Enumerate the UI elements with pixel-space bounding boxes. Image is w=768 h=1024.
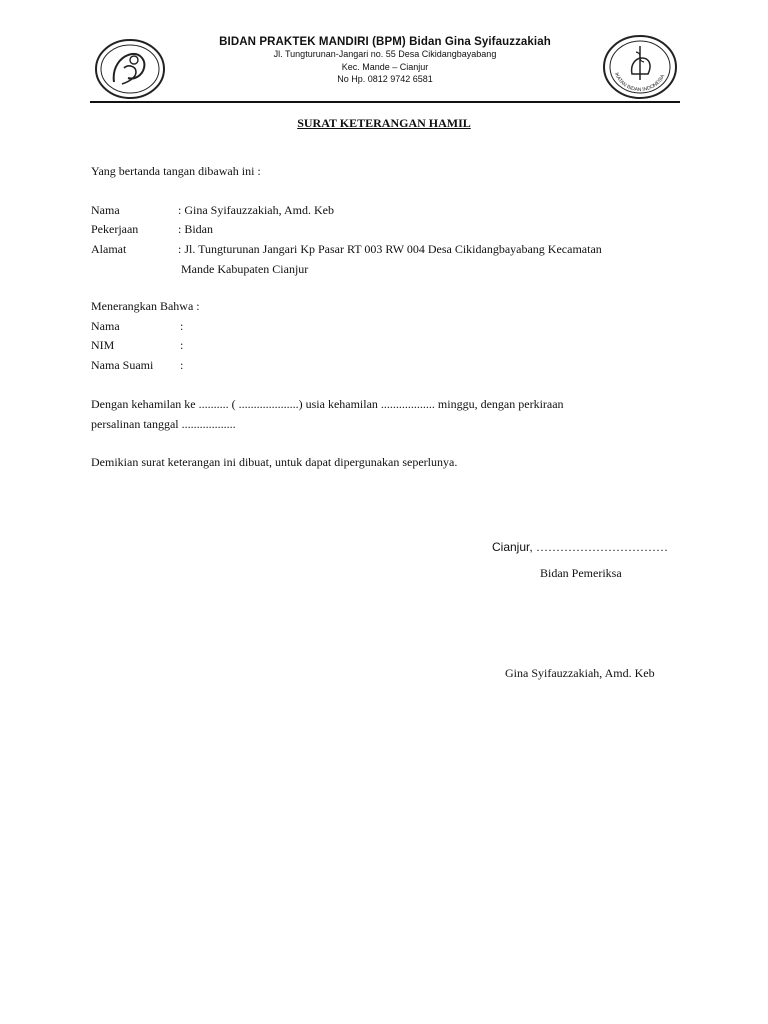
signer-name-label: Nama: [91, 203, 120, 217]
signer-job-value: : Bidan: [178, 222, 213, 236]
clinic-district: Kec. Mande – Cianjur: [341, 61, 429, 72]
clinic-address: Jl. Tungturunan-Jangari no. 55 Desa Cikidangbayabang: [273, 49, 497, 59]
letterhead: [90, 30, 680, 102]
signer-address-value: : Jl. Tungturunan Jangari Kp Pasar RT 003 RW 004 Desa Cikidangbayabang Kecamatan: [178, 242, 602, 256]
signer-name-value: : Gina Syifauzzakiah, Amd. Keb: [178, 203, 334, 217]
patient-husband-label: Nama Suami: [91, 358, 154, 372]
closing-text: Demikian surat keterangan ini dibuat, untuk dapat dipergunakan seperlunya.: [91, 455, 458, 469]
clinic-name: BIDAN PRAKTEK MANDIRI (BPM) Bidan Gina Syifauzzakiah: [219, 36, 551, 48]
signer-address-label: Alamat: [91, 242, 127, 256]
signature-date-dots: ……………………………: [536, 540, 669, 554]
pregnancy-details-line2: persalinan tanggal ..................: [91, 417, 236, 431]
signature-name: Gina Syifauzzakiah, Amd. Keb: [505, 666, 655, 680]
signature-role: Bidan Pemeriksa: [540, 566, 622, 580]
patient-husband-value: :: [180, 358, 184, 372]
ibi-emblem-text: IKATAN BIDAN INDONESIA: [612, 71, 667, 94]
clinic-phone: No Hp. 0812 9742 6581: [337, 74, 433, 84]
document-title: SURAT KETERANGAN HAMIL: [297, 116, 471, 130]
signature-place-date: [492, 540, 668, 555]
signer-address-continued: Mande Kabupaten Cianjur: [181, 262, 309, 276]
pregnancy-details-line1: Dengan kehamilan ke .......... ( ....................) usia kehamilan .................. minggu, dengan perkiraan: [91, 397, 564, 411]
patient-nim-value: :: [180, 338, 184, 352]
intro-text: Yang bertanda tangan dibawah ini :: [91, 164, 261, 178]
letterhead-divider: [90, 101, 680, 103]
ibi-emblem-icon: [602, 34, 678, 100]
statement-text: Menerangkan Bahwa :: [91, 299, 200, 313]
signature-city: Cianjur,: [492, 540, 533, 554]
patient-name-label: Nama: [91, 319, 120, 333]
letterhead-text: [90, 36, 680, 86]
patient-name-value: :: [180, 319, 184, 333]
signer-job-label: Pekerjaan: [91, 222, 139, 236]
patient-nim-label: NIM: [91, 338, 115, 352]
